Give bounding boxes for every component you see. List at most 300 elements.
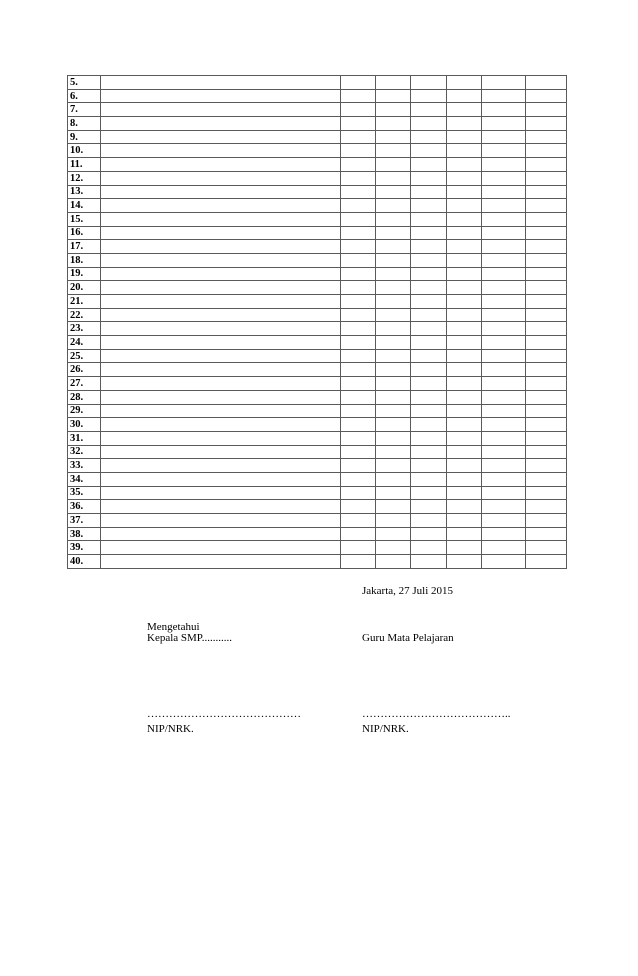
score-cell	[482, 308, 526, 322]
score-cell	[482, 514, 526, 528]
score-cell	[482, 253, 526, 267]
score-cell	[447, 253, 482, 267]
score-cell	[341, 514, 376, 528]
table-row	[68, 253, 567, 267]
score-cell	[341, 418, 376, 432]
score-cell	[411, 431, 447, 445]
score-cell	[482, 541, 526, 555]
principal-title: Kepala SMP...........	[147, 632, 232, 644]
name-cell	[101, 322, 341, 336]
score-cell	[376, 500, 411, 514]
row-number: 9.	[68, 130, 101, 144]
score-cell	[411, 212, 447, 226]
row-number: 23.	[68, 322, 101, 336]
table-row	[68, 390, 567, 404]
score-cell	[411, 117, 447, 131]
row-number: 29.	[68, 404, 101, 418]
name-cell	[101, 349, 341, 363]
score-cell	[341, 171, 376, 185]
table-row	[68, 377, 567, 391]
grade-table	[67, 75, 567, 569]
score-cell	[447, 267, 482, 281]
name-cell	[101, 144, 341, 158]
score-cell	[411, 185, 447, 199]
row-number: 22.	[68, 308, 101, 322]
score-cell	[482, 418, 526, 432]
name-cell	[101, 308, 341, 322]
table-row	[68, 349, 567, 363]
score-cell	[526, 76, 567, 90]
score-cell	[341, 117, 376, 131]
score-cell	[341, 253, 376, 267]
score-cell	[447, 472, 482, 486]
score-cell	[376, 527, 411, 541]
table-row	[68, 404, 567, 418]
table-row	[68, 527, 567, 541]
score-cell	[482, 377, 526, 391]
score-cell	[482, 240, 526, 254]
row-number: 27.	[68, 377, 101, 391]
table-row	[68, 130, 567, 144]
score-cell	[447, 555, 482, 569]
row-number: 17.	[68, 240, 101, 254]
row-number: 37.	[68, 514, 101, 528]
name-cell	[101, 404, 341, 418]
score-cell	[411, 171, 447, 185]
score-cell	[482, 555, 526, 569]
score-cell	[341, 500, 376, 514]
table-row	[68, 308, 567, 322]
name-cell	[101, 281, 341, 295]
score-cell	[376, 555, 411, 569]
score-cell	[341, 363, 376, 377]
score-cell	[411, 336, 447, 350]
score-cell	[447, 418, 482, 432]
score-cell	[526, 171, 567, 185]
score-cell	[341, 377, 376, 391]
score-cell	[341, 336, 376, 350]
table-row	[68, 295, 567, 309]
score-cell	[447, 158, 482, 172]
name-cell	[101, 500, 341, 514]
teacher-nip: NIP/NRK.	[362, 723, 409, 735]
row-number: 5.	[68, 76, 101, 90]
score-cell	[526, 281, 567, 295]
score-cell	[376, 240, 411, 254]
score-cell	[482, 226, 526, 240]
score-cell	[411, 486, 447, 500]
score-cell	[376, 308, 411, 322]
score-cell	[376, 431, 411, 445]
score-cell	[482, 500, 526, 514]
acknowledge-label: Mengetahui	[147, 621, 200, 633]
score-cell	[376, 322, 411, 336]
score-cell	[341, 158, 376, 172]
score-cell	[526, 144, 567, 158]
score-cell	[482, 103, 526, 117]
score-cell	[411, 130, 447, 144]
score-cell	[376, 295, 411, 309]
score-cell	[526, 418, 567, 432]
score-cell	[526, 404, 567, 418]
score-cell	[411, 363, 447, 377]
score-cell	[526, 212, 567, 226]
score-cell	[376, 130, 411, 144]
score-cell	[526, 527, 567, 541]
row-number: 25.	[68, 349, 101, 363]
row-number: 8.	[68, 117, 101, 131]
score-cell	[482, 89, 526, 103]
score-cell	[447, 500, 482, 514]
score-cell	[526, 130, 567, 144]
table-row	[68, 514, 567, 528]
name-cell	[101, 555, 341, 569]
score-cell	[526, 336, 567, 350]
score-cell	[411, 144, 447, 158]
score-cell	[482, 144, 526, 158]
score-cell	[411, 404, 447, 418]
row-number: 24.	[68, 336, 101, 350]
row-number: 35.	[68, 486, 101, 500]
score-cell	[482, 76, 526, 90]
table-row	[68, 431, 567, 445]
score-cell	[447, 76, 482, 90]
score-cell	[411, 418, 447, 432]
score-cell	[482, 336, 526, 350]
score-cell	[341, 486, 376, 500]
table-row	[68, 267, 567, 281]
score-cell	[376, 212, 411, 226]
score-cell	[526, 89, 567, 103]
table-row	[68, 336, 567, 350]
row-number: 31.	[68, 431, 101, 445]
score-cell	[376, 363, 411, 377]
row-number: 19.	[68, 267, 101, 281]
grade-table-body	[68, 76, 567, 569]
principal-nip: NIP/NRK.	[147, 723, 194, 735]
score-cell	[341, 103, 376, 117]
score-cell	[376, 226, 411, 240]
score-cell	[376, 103, 411, 117]
score-cell	[341, 76, 376, 90]
name-cell	[101, 377, 341, 391]
score-cell	[411, 199, 447, 213]
score-cell	[376, 144, 411, 158]
row-number: 36.	[68, 500, 101, 514]
score-cell	[482, 322, 526, 336]
score-cell	[447, 308, 482, 322]
score-cell	[411, 267, 447, 281]
score-cell	[411, 89, 447, 103]
score-cell	[526, 500, 567, 514]
score-cell	[482, 349, 526, 363]
row-number: 28.	[68, 390, 101, 404]
score-cell	[411, 240, 447, 254]
score-cell	[447, 130, 482, 144]
score-cell	[482, 158, 526, 172]
score-cell	[526, 377, 567, 391]
score-cell	[482, 527, 526, 541]
score-cell	[526, 253, 567, 267]
name-cell	[101, 89, 341, 103]
score-cell	[447, 349, 482, 363]
score-cell	[341, 459, 376, 473]
score-cell	[447, 103, 482, 117]
score-cell	[526, 390, 567, 404]
score-cell	[526, 445, 567, 459]
score-cell	[411, 459, 447, 473]
name-cell	[101, 267, 341, 281]
score-cell	[447, 322, 482, 336]
score-cell	[376, 185, 411, 199]
table-row	[68, 281, 567, 295]
score-cell	[526, 431, 567, 445]
score-cell	[411, 527, 447, 541]
score-cell	[376, 418, 411, 432]
name-cell	[101, 418, 341, 432]
score-cell	[482, 472, 526, 486]
score-cell	[447, 89, 482, 103]
table-row	[68, 472, 567, 486]
row-number: 38.	[68, 527, 101, 541]
name-cell	[101, 212, 341, 226]
score-cell	[341, 322, 376, 336]
row-number: 32.	[68, 445, 101, 459]
name-cell	[101, 171, 341, 185]
name-cell	[101, 295, 341, 309]
row-number: 39.	[68, 541, 101, 555]
table-row	[68, 500, 567, 514]
name-cell	[101, 459, 341, 473]
table-row	[68, 541, 567, 555]
score-cell	[376, 117, 411, 131]
score-cell	[376, 390, 411, 404]
score-cell	[341, 445, 376, 459]
score-cell	[526, 240, 567, 254]
teacher-title: Guru Mata Pelajaran	[362, 632, 454, 644]
name-cell	[101, 226, 341, 240]
score-cell	[526, 103, 567, 117]
score-cell	[341, 349, 376, 363]
score-cell	[447, 144, 482, 158]
score-cell	[482, 390, 526, 404]
row-number: 7.	[68, 103, 101, 117]
score-cell	[376, 514, 411, 528]
score-cell	[341, 555, 376, 569]
score-cell	[447, 171, 482, 185]
score-cell	[526, 472, 567, 486]
score-cell	[376, 349, 411, 363]
row-number: 40.	[68, 555, 101, 569]
score-cell	[376, 171, 411, 185]
score-cell	[482, 212, 526, 226]
score-cell	[376, 377, 411, 391]
score-cell	[447, 486, 482, 500]
table-row	[68, 322, 567, 336]
name-cell	[101, 390, 341, 404]
row-number: 30.	[68, 418, 101, 432]
score-cell	[341, 267, 376, 281]
score-cell	[482, 267, 526, 281]
name-cell	[101, 514, 341, 528]
score-cell	[411, 377, 447, 391]
row-number: 15.	[68, 212, 101, 226]
score-cell	[376, 541, 411, 555]
score-cell	[341, 212, 376, 226]
score-cell	[526, 117, 567, 131]
row-number: 20.	[68, 281, 101, 295]
name-cell	[101, 253, 341, 267]
name-cell	[101, 199, 341, 213]
name-cell	[101, 431, 341, 445]
score-cell	[411, 555, 447, 569]
score-cell	[376, 89, 411, 103]
score-cell	[376, 281, 411, 295]
score-cell	[341, 431, 376, 445]
score-cell	[376, 445, 411, 459]
score-cell	[447, 336, 482, 350]
table-row	[68, 103, 567, 117]
table-row	[68, 445, 567, 459]
table-row	[68, 171, 567, 185]
score-cell	[447, 185, 482, 199]
table-row	[68, 76, 567, 90]
score-cell	[341, 527, 376, 541]
score-cell	[447, 514, 482, 528]
score-cell	[482, 363, 526, 377]
score-cell	[376, 472, 411, 486]
score-cell	[411, 472, 447, 486]
score-cell	[447, 404, 482, 418]
score-cell	[376, 76, 411, 90]
score-cell	[341, 295, 376, 309]
row-number: 10.	[68, 144, 101, 158]
score-cell	[447, 390, 482, 404]
score-cell	[447, 527, 482, 541]
score-cell	[482, 281, 526, 295]
name-cell	[101, 117, 341, 131]
score-cell	[447, 117, 482, 131]
score-cell	[447, 281, 482, 295]
score-cell	[447, 212, 482, 226]
row-number: 11.	[68, 158, 101, 172]
score-cell	[482, 117, 526, 131]
score-cell	[482, 486, 526, 500]
score-cell	[526, 555, 567, 569]
score-cell	[482, 459, 526, 473]
score-cell	[341, 240, 376, 254]
row-number: 6.	[68, 89, 101, 103]
score-cell	[526, 295, 567, 309]
score-cell	[411, 390, 447, 404]
score-cell	[341, 390, 376, 404]
principal-signature-line: ……………………………………	[147, 708, 301, 720]
table-row	[68, 240, 567, 254]
row-number: 33.	[68, 459, 101, 473]
score-cell	[526, 514, 567, 528]
score-cell	[411, 349, 447, 363]
row-number: 26.	[68, 363, 101, 377]
score-cell	[411, 281, 447, 295]
name-cell	[101, 363, 341, 377]
score-cell	[447, 199, 482, 213]
score-cell	[482, 199, 526, 213]
score-cell	[411, 158, 447, 172]
score-cell	[482, 185, 526, 199]
table-row	[68, 144, 567, 158]
table-row	[68, 226, 567, 240]
row-number: 16.	[68, 226, 101, 240]
score-cell	[482, 445, 526, 459]
score-cell	[526, 459, 567, 473]
score-cell	[411, 500, 447, 514]
name-cell	[101, 158, 341, 172]
score-cell	[376, 253, 411, 267]
score-cell	[447, 541, 482, 555]
name-cell	[101, 472, 341, 486]
score-cell	[526, 322, 567, 336]
score-cell	[482, 171, 526, 185]
table-row	[68, 555, 567, 569]
score-cell	[411, 226, 447, 240]
teacher-signature-line: …………………………………..	[362, 708, 511, 720]
score-cell	[526, 226, 567, 240]
score-cell	[341, 89, 376, 103]
name-cell	[101, 240, 341, 254]
table-row	[68, 363, 567, 377]
name-cell	[101, 185, 341, 199]
score-cell	[376, 336, 411, 350]
score-cell	[411, 295, 447, 309]
row-number: 18.	[68, 253, 101, 267]
score-cell	[482, 130, 526, 144]
row-number: 34.	[68, 472, 101, 486]
score-cell	[447, 431, 482, 445]
table-row	[68, 185, 567, 199]
score-cell	[411, 308, 447, 322]
score-cell	[526, 349, 567, 363]
score-cell	[411, 445, 447, 459]
row-number: 12.	[68, 171, 101, 185]
score-cell	[376, 486, 411, 500]
score-cell	[482, 404, 526, 418]
name-cell	[101, 76, 341, 90]
score-cell	[447, 363, 482, 377]
name-cell	[101, 103, 341, 117]
score-cell	[411, 514, 447, 528]
score-cell	[341, 185, 376, 199]
score-cell	[341, 199, 376, 213]
score-cell	[376, 158, 411, 172]
score-cell	[526, 158, 567, 172]
table-row	[68, 459, 567, 473]
place-date: Jakarta, 27 Juli 2015	[362, 585, 454, 597]
score-cell	[526, 267, 567, 281]
score-cell	[526, 308, 567, 322]
score-cell	[376, 267, 411, 281]
score-cell	[376, 459, 411, 473]
score-cell	[526, 185, 567, 199]
score-cell	[341, 281, 376, 295]
score-cell	[376, 199, 411, 213]
score-cell	[526, 199, 567, 213]
score-cell	[526, 486, 567, 500]
score-cell	[482, 431, 526, 445]
row-number: 21.	[68, 295, 101, 309]
score-cell	[447, 226, 482, 240]
score-cell	[447, 377, 482, 391]
score-cell	[341, 130, 376, 144]
